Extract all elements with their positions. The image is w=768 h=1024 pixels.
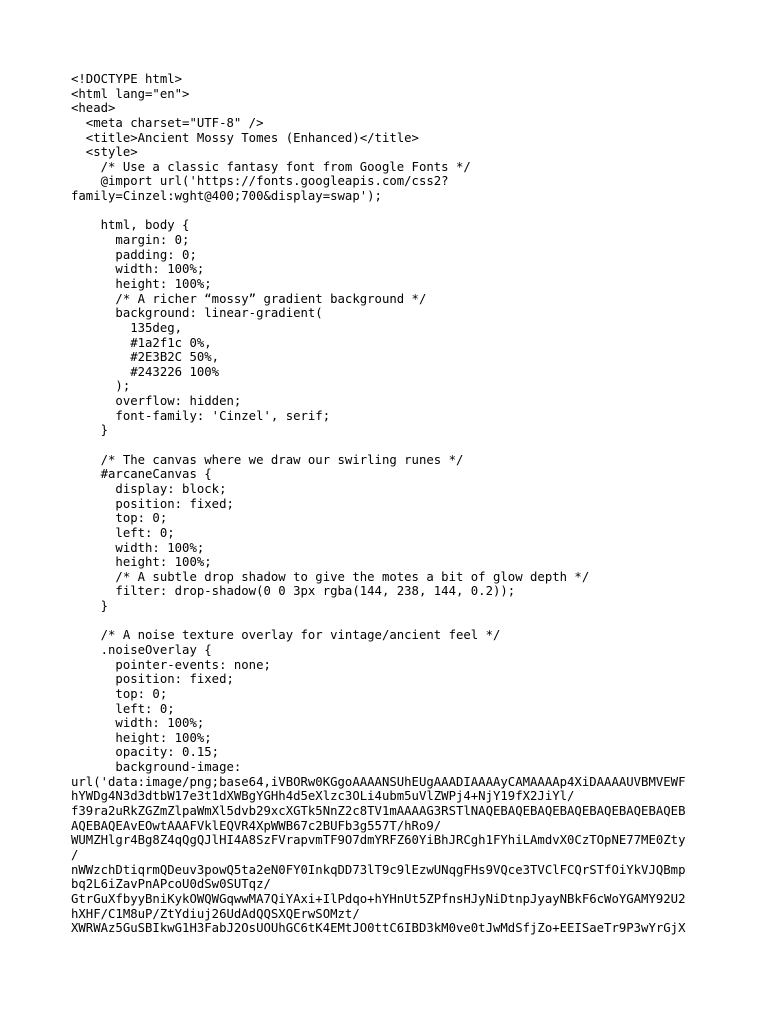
code-line: nWWzchDtiqrmQDeuv3powQ5ta2eN0FY0InkqDD73lT9c9lEzwUNqgFHs9VQce3TVClFCQrSTfOiYkVJQBmp [71, 862, 686, 877]
code-line: hYWDg4N3d3dtbW17e3t1dXWBgYGHh4d5eXlzc3OLi4ubm5uVlZWPj4+NjY19fX2JiYl/ [71, 789, 575, 804]
code-line [71, 438, 701, 453]
code-line: AQEBAQEAvEOwtAAAFVklEQVR4XpWWB67c2BUFb3g557T/hRo9/ [71, 818, 442, 833]
code-line: <!DOCTYPE html> [71, 72, 183, 86]
code-line: left: 0; [71, 701, 175, 716]
code-line: top: 0; [71, 511, 168, 526]
code-line: top: 0; [71, 686, 168, 701]
code-line: margin: 0; [71, 233, 190, 248]
code-line: padding: 0; [71, 247, 197, 262]
code-line: <title>Ancient Mossy Tomes (Enhanced)</title> [71, 130, 419, 145]
code-line: pointer-events: none; [71, 657, 271, 672]
code-line: height: 100%; [71, 555, 212, 570]
code-line: url('data:image/png;base64,iVBORw0KGgoAAAANSUhEUgAAADIAAAAyCAMAAAAp4XiDAAAAUVBMVEWF [71, 774, 686, 789]
code-line: opacity: 0.15; [71, 745, 220, 760]
code-line: display: block; [71, 481, 227, 496]
code-line: XWRWAz5GuSBIkwG1H3FabJ2OsUOUhGC6tK4EMtJO0ttC6IBD3kM0ve0tJwMdSfjZo+EEISaeTr9P3wYrGjX [71, 921, 686, 936]
code-line: 135deg, [71, 320, 183, 335]
code-line: GtrGuXfbyyBniKykOWQWGqwwMA7QiYAxi+IlPdqo+hYHnUt5ZPfnsHJyNiDtnpJyayNBkF6cWoYGAMY92U2 [71, 891, 686, 906]
code-line: / [71, 847, 79, 862]
code-line: font-family: 'Cinzel', serif; [71, 408, 331, 423]
code-line: <head> [71, 101, 116, 116]
code-line: .noiseOverlay { [71, 642, 212, 657]
code-line: height: 100%; [71, 276, 212, 291]
code-line: width: 100%; [71, 262, 205, 277]
code-line: f39ra2uRkZGZmZlpaWmXl5dvb29xcXGTk5NnZ2c8TV1mAAAAG3RSTlNAQEBAQEBAQEBAQEBAQEBAQEBAQEB [71, 804, 686, 819]
code-line [71, 204, 701, 219]
code-line: /* A noise texture overlay for vintage/ancient feel */ [71, 628, 501, 643]
code-line: html, body { [71, 218, 190, 233]
code-line: height: 100%; [71, 730, 212, 745]
code-line: family=Cinzel:wght@400;700&display=swap'); [71, 189, 382, 204]
code-line: filter: drop-shadow(0 0 3px rgba(144, 238, 144, 0.2)); [71, 584, 516, 599]
code-line: /* Use a classic fantasy font from Google Fonts */ [71, 159, 471, 174]
code-line: #2E3B2C 50%, [71, 350, 220, 365]
code-line: @import url('https://fonts.googleapis.com/css2? [71, 174, 449, 189]
code-line: width: 100%; [71, 540, 205, 555]
code-line: left: 0; [71, 525, 175, 540]
code-line: hXHF/C1M8uP/ZtYdiuj26UdAdQQSXQErwSOMzt/ [71, 906, 360, 921]
code-line: background-image: [71, 760, 242, 775]
code-line: width: 100%; [71, 716, 205, 731]
code-line: } [71, 423, 109, 438]
code-line: /* A subtle drop shadow to give the motes a bit of glow depth */ [71, 569, 590, 584]
code-line: /* The canvas where we draw our swirling runes */ [71, 452, 464, 467]
code-line [71, 614, 701, 629]
code-line: ); [71, 379, 131, 394]
code-line: #1a2f1c 0%, [71, 335, 212, 350]
code-line: <style> [71, 145, 138, 160]
code-line: position: fixed; [71, 496, 234, 511]
code-line: WUMZHlgr4Bg8Z4qQgQJlHI4A8SzFVrapvmTF9O7dmYRFZ60YiBhJRCgh1FYhiLAmdvX0CzTOpNE77ME0Zty [71, 833, 686, 848]
code-line: <meta charset="UTF-8" /> [71, 115, 264, 130]
source-code-document [71, 72, 701, 936]
code-line: bq2L6iZavPnAPcoU0dSw0SUTqz/ [71, 877, 271, 892]
code-line: overflow: hidden; [71, 394, 242, 409]
code-line: position: fixed; [71, 672, 234, 687]
code-line: <html lang="en"> [71, 86, 190, 101]
code-line: /* A richer “mossy” gradient background */ [71, 291, 427, 306]
code-line: #243226 100% [71, 364, 220, 379]
code-line: #arcaneCanvas { [71, 467, 212, 482]
code-line: } [71, 599, 109, 614]
code-line: background: linear-gradient( [71, 306, 323, 321]
